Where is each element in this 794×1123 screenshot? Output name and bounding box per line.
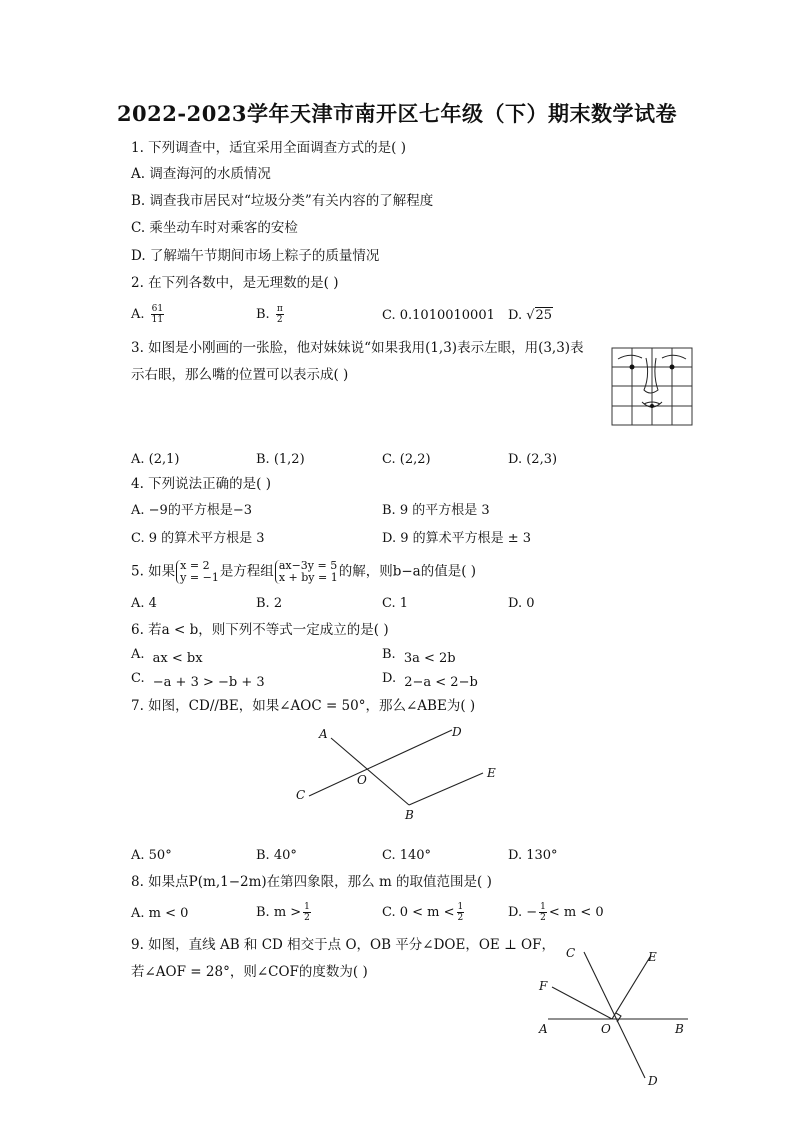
point-label-f: F (539, 979, 548, 993)
q2-option-a-label: A. (131, 307, 145, 322)
q5-option-c: C. 1 (382, 596, 409, 611)
q8-option-b (256, 902, 313, 923)
left-eyebrow-icon (618, 355, 642, 359)
ray-oe (612, 957, 650, 1019)
point-label-o: O (601, 1022, 611, 1036)
q4-option-b: B. 9 的平方根是 3 (382, 503, 490, 518)
q5-solution-system (176, 560, 219, 584)
q2-d-radicand: 25 (535, 308, 553, 323)
q4-option-a: A. −9的平方根是−3 (131, 503, 252, 518)
q7-option-c: C. 140° (382, 848, 432, 863)
q3-stem-line2: 示右眼，那么嘴的位置可以表示成( ) (131, 367, 349, 383)
q2-option-b (256, 304, 286, 325)
q6-option-c (131, 670, 265, 688)
q5-equation-1: ax−3y = 5 (278, 559, 338, 572)
right-eyebrow-icon (662, 355, 686, 359)
q8-option-c (382, 902, 466, 923)
right-eye-icon (670, 365, 675, 370)
q2-option-d (508, 307, 553, 325)
line-cd (309, 730, 452, 796)
q6-option-c-label: C. (131, 671, 145, 686)
sqrt-icon: √ (526, 308, 535, 323)
point-label-c: C (566, 946, 576, 960)
q1-stem: 1. 下列调查中，适宜采用全面调查方式的是( ) (131, 140, 406, 156)
q1-option-d: D. 了解端午节期间市场上粽子的质量情况 (131, 248, 380, 264)
q3-stem-line1: 3. 如图是小刚画的一张脸，他对妹妹说“如果我用(1,3)表示左眼，用(3,3)表 (131, 340, 584, 356)
q8-option-b-fraction (303, 902, 311, 923)
q5-text-part3: 的解，则b−a的值是( ) (338, 563, 477, 580)
q8-d-denominator: 2 (540, 913, 546, 923)
q5-option-b: B. 2 (256, 596, 283, 611)
q6-option-d-text: 2−a < 2−b (404, 675, 478, 690)
q6-option-a-label: A. (131, 647, 145, 662)
point-label-a: A (319, 727, 328, 741)
q2-option-a-fraction (151, 304, 164, 325)
q8-stem: 8. 如果点P(m,1−2m)在第四象限，那么 m 的取值范围是( ) (131, 874, 492, 890)
q2-option-c: C. 0.1010010001 (382, 308, 495, 323)
q2-a-denominator: 11 (151, 315, 164, 325)
exam-title: 2022-2023学年天津市南开区七年级（下）期末数学试卷 (116, 101, 678, 126)
q5-text-part1: 5. 如果 (131, 563, 176, 580)
q9-stem-line2: 若∠AOF = 28°，则∠COF的度数为( ) (131, 964, 368, 980)
q8-option-a: A. m < 0 (131, 906, 189, 921)
q7-option-b: B. 40° (256, 848, 297, 863)
q7-option-d: D. 130° (508, 848, 558, 863)
point-label-o: O (357, 773, 367, 787)
q4-stem: 4. 下列说法正确的是( ) (131, 476, 271, 492)
q6-option-d (382, 670, 478, 688)
q8-b-numerator: 1 (304, 902, 310, 912)
q2-option-b-fraction (276, 304, 284, 325)
q6-option-b-text: 3a < 2b (403, 651, 456, 666)
q2-b-numerator: π (276, 304, 283, 314)
q8-option-d (508, 902, 604, 923)
q8-option-d-suffix: < m < 0 (548, 905, 604, 920)
line-ab (331, 738, 409, 805)
left-eye-icon (630, 365, 635, 370)
q5-solution-x: x = 2 (180, 559, 210, 572)
q5-equation-2: x + by = 1 (278, 571, 338, 584)
nose-icon (644, 358, 658, 393)
ray-be (409, 773, 483, 805)
q6-option-d-label: D. (382, 671, 397, 686)
q1-option-a: A. 调查海河的水质情况 (131, 166, 271, 182)
q2-option-b-label: B. (256, 307, 270, 322)
q9-geometry-figure (530, 940, 700, 1090)
q6-option-a (131, 646, 203, 664)
point-label-e: E (487, 766, 496, 780)
q7-option-a: A. 50° (131, 848, 172, 863)
q5-text-part2: 是方程组 (219, 563, 274, 580)
q2-option-d-label: D. (508, 308, 523, 323)
q2-b-denominator: 2 (276, 315, 283, 325)
point-label-d: D (648, 1074, 658, 1088)
q8-option-c-fraction (457, 902, 465, 923)
q4-option-d: D. 9 的算术平方根是 ± 3 (382, 531, 532, 546)
q8-c-numerator: 1 (457, 902, 464, 912)
q2-a-numerator: 61 (151, 304, 164, 314)
q8-c-denominator: 2 (457, 913, 464, 923)
q3-option-d: D. (2,3) (508, 452, 558, 467)
q5-option-d: D. 0 (508, 596, 535, 611)
q6-stem: 6. 若a < b，则下列不等式一定成立的是( ) (131, 622, 389, 638)
q8-option-d-fraction (539, 902, 547, 923)
q8-option-d-text: D. − (508, 905, 538, 920)
q1-option-b: B. 调查我市居民对“垃圾分类”有关内容的了解程度 (131, 193, 434, 209)
q5-option-a: A. 4 (131, 596, 157, 611)
q5-stem (131, 560, 476, 584)
point-label-b: B (675, 1022, 684, 1036)
q8-b-denominator: 2 (304, 913, 310, 923)
q6-option-c-text: −a + 3 > −b + 3 (152, 675, 265, 690)
q7-stem: 7. 如图，CD//BE，如果∠AOC = 50°，那么∠ABE为( ) (131, 698, 476, 714)
q2-option-a (131, 304, 166, 325)
mouth-point-icon (650, 404, 654, 408)
q3-option-b: B. (1,2) (256, 452, 305, 467)
q9-stem-line1: 9. 如图，直线 AB 和 CD 相交于点 O，OB 平分∠DOE，OE ⊥ OF， (131, 937, 555, 953)
point-label-a: A (539, 1022, 548, 1036)
q8-option-b-text: B. m > (256, 905, 302, 920)
q6-option-b (382, 646, 456, 664)
q7-geometry-figure (285, 720, 515, 830)
q6-option-b-label: B. (382, 647, 396, 662)
q4-option-c: C. 9 的算术平方根是 3 (131, 531, 265, 546)
q5-equation-system (275, 560, 338, 584)
q8-d-numerator: 1 (540, 902, 546, 912)
q1-option-c: C. 乘坐动车时对乘客的安检 (131, 220, 298, 236)
q5-solution-y: y = −1 (180, 571, 219, 584)
point-label-e: E (648, 950, 657, 964)
point-label-b: B (405, 808, 414, 822)
q2-stem: 2. 在下列各数中，是无理数的是( ) (131, 275, 339, 291)
point-label-c: C (296, 788, 306, 802)
point-label-d: D (452, 725, 462, 739)
q6-option-a-text: ax < bx (152, 651, 203, 666)
q3-option-c: C. (2,2) (382, 452, 431, 467)
q3-option-a: A. (2,1) (131, 452, 180, 467)
q8-option-c-text: C. 0 < m < (382, 905, 455, 920)
face-grid-figure (610, 346, 694, 428)
